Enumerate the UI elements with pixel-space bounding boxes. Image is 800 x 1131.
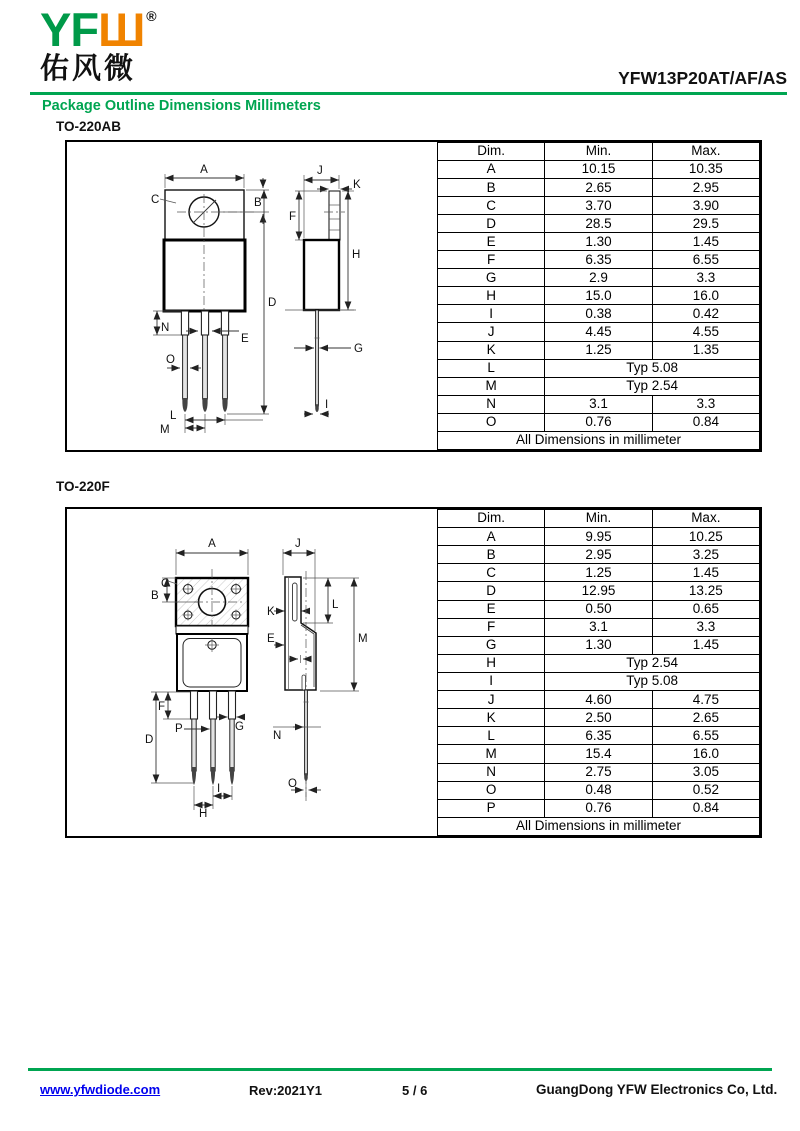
cell: 0.50 xyxy=(545,600,652,618)
cell: 16.0 xyxy=(652,287,759,305)
cell: H xyxy=(438,287,545,305)
table-row xyxy=(438,395,760,413)
cell: D xyxy=(438,215,545,233)
dim-label-M: M xyxy=(358,633,368,645)
cell: 4.45 xyxy=(545,323,652,341)
table-row xyxy=(438,359,760,377)
cell: All Dimensions in millimeter xyxy=(438,817,760,835)
cell: 15.4 xyxy=(545,745,652,763)
package-label-to220ab: TO-220AB xyxy=(56,119,122,134)
cell: Dim. xyxy=(438,143,545,161)
dim-label-C: C xyxy=(161,578,170,590)
dim-label-B: B xyxy=(254,197,262,209)
cell: K xyxy=(438,341,545,359)
logo-yf-text: YF xyxy=(40,3,99,56)
cell: 6.55 xyxy=(652,727,759,745)
dim-label-E: E xyxy=(241,333,249,345)
cell: 3.90 xyxy=(652,197,759,215)
dim-label-A: A xyxy=(200,164,208,176)
cell: K xyxy=(438,709,545,727)
cell: 0.42 xyxy=(652,305,759,323)
cell: I xyxy=(438,305,545,323)
cell: Min. xyxy=(545,510,652,528)
table-row xyxy=(438,341,760,359)
cell: D xyxy=(438,582,545,600)
header-divider xyxy=(30,92,787,95)
cell: 3.05 xyxy=(652,763,759,781)
cell: 0.52 xyxy=(652,781,759,799)
cell: 1.45 xyxy=(652,233,759,251)
cell: H xyxy=(438,654,545,672)
cell: 4.55 xyxy=(652,323,759,341)
to220f-dim-table xyxy=(437,509,760,836)
company-logo xyxy=(40,3,156,85)
cell: 0.76 xyxy=(545,799,652,817)
cell: 6.55 xyxy=(652,251,759,269)
dim-label-D: D xyxy=(268,297,277,309)
cell: Max. xyxy=(652,510,759,528)
table-header-row xyxy=(438,143,760,161)
cell: 1.25 xyxy=(545,564,652,582)
cell: A xyxy=(438,528,545,546)
cell: 2.65 xyxy=(545,179,652,197)
dim-label-G: G xyxy=(235,721,244,733)
cell: 0.65 xyxy=(652,600,759,618)
cell: 3.70 xyxy=(545,197,652,215)
dim-label-K: K xyxy=(353,179,361,191)
dim-label-F: F xyxy=(289,211,297,223)
cell: E xyxy=(438,233,545,251)
table-row xyxy=(438,251,760,269)
cell: 3.25 xyxy=(652,546,759,564)
table-row xyxy=(438,564,760,582)
dim-label-N: N xyxy=(161,322,170,334)
dim-label-D: D xyxy=(145,734,154,746)
cell: Typ 5.08 xyxy=(545,672,760,690)
cell: F xyxy=(438,618,545,636)
to220ab-outline-box xyxy=(65,140,762,452)
cell: J xyxy=(438,691,545,709)
cell: N xyxy=(438,763,545,781)
cell: 10.15 xyxy=(545,161,652,179)
to220f-outline-box xyxy=(65,507,762,838)
table-row xyxy=(438,582,760,600)
page-number: 5 / 6 xyxy=(402,1083,428,1098)
logo-w-glyph: Ш xyxy=(98,3,145,56)
cell: All Dimensions in millimeter xyxy=(438,431,760,449)
cell: 3.1 xyxy=(545,395,652,413)
to220ab-outline-drawing xyxy=(67,142,437,450)
cell: 13.25 xyxy=(652,582,759,600)
cell: I xyxy=(438,672,545,690)
part-number: YFW13P20AT/AF/AS xyxy=(618,68,787,88)
cell: 3.3 xyxy=(652,269,759,287)
cell: 1.25 xyxy=(545,341,652,359)
to220f-outline-drawing xyxy=(67,509,437,836)
to220ab-dim-table xyxy=(437,142,760,450)
dim-label-I: I xyxy=(325,399,329,411)
dim-label-L: L xyxy=(332,599,339,611)
to220f-drawing-area xyxy=(67,509,437,836)
table-row xyxy=(438,215,760,233)
cell: 28.5 xyxy=(545,215,652,233)
dim-label-B: B xyxy=(151,590,159,602)
cell: 1.35 xyxy=(652,341,759,359)
section-title: Package Outline Dimensions Millimeters xyxy=(42,98,321,114)
cell: Typ 2.54 xyxy=(545,377,760,395)
cell: 29.5 xyxy=(652,215,759,233)
cell: N xyxy=(438,395,545,413)
cell: 2.95 xyxy=(545,546,652,564)
table-row xyxy=(438,672,760,690)
cell: 12.95 xyxy=(545,582,652,600)
cell: B xyxy=(438,546,545,564)
cell: 16.0 xyxy=(652,745,759,763)
cell: Max. xyxy=(652,143,759,161)
cell: 2.50 xyxy=(545,709,652,727)
to220ab-leads xyxy=(181,311,228,412)
dim-label-J: J xyxy=(295,538,301,550)
cell: 1.30 xyxy=(545,636,652,654)
dim-label-N: N xyxy=(273,730,282,742)
cell: B xyxy=(438,179,545,197)
dim-label-A: A xyxy=(208,538,216,550)
cell: 0.84 xyxy=(652,799,759,817)
cell: M xyxy=(438,745,545,763)
cell: Dim. xyxy=(438,510,545,528)
table-row xyxy=(438,654,760,672)
dim-label-L: L xyxy=(170,410,177,422)
registered-mark: ® xyxy=(146,8,156,24)
table-row xyxy=(438,323,760,341)
table-header-row xyxy=(438,510,760,528)
cell: O xyxy=(438,781,545,799)
cell: 0.76 xyxy=(545,413,652,431)
table-row xyxy=(438,745,760,763)
cell: C xyxy=(438,564,545,582)
cell: A xyxy=(438,161,545,179)
cell: L xyxy=(438,727,545,745)
dim-label-O: O xyxy=(288,778,297,790)
table-row xyxy=(438,618,760,636)
package-label-to220f: TO-220F xyxy=(56,479,110,494)
cell: 1.30 xyxy=(545,233,652,251)
cell: M xyxy=(438,377,545,395)
table-row xyxy=(438,269,760,287)
cell: P xyxy=(438,799,545,817)
table-row xyxy=(438,161,760,179)
cell: 4.60 xyxy=(545,691,652,709)
logo-chinese-name: 佑风微 xyxy=(40,53,137,85)
cell: 10.25 xyxy=(652,528,759,546)
table-footnote-row xyxy=(438,431,760,449)
cell: Min. xyxy=(545,143,652,161)
cell: 10.35 xyxy=(652,161,759,179)
cell: 3.3 xyxy=(652,395,759,413)
dim-label-C: C xyxy=(151,194,160,206)
to220f-leads xyxy=(191,691,236,785)
table-row xyxy=(438,413,760,431)
table-row xyxy=(438,727,760,745)
table-row xyxy=(438,287,760,305)
cell: 1.45 xyxy=(652,636,759,654)
cell: C xyxy=(438,197,545,215)
logo-wordmark xyxy=(40,3,156,56)
dim-label-H: H xyxy=(199,808,208,820)
table-row xyxy=(438,377,760,395)
cell: J xyxy=(438,323,545,341)
cell: 6.35 xyxy=(545,727,652,745)
dim-label-P: P xyxy=(175,723,183,735)
revision-text: Rev:2021Y1 xyxy=(249,1083,322,1098)
table-row xyxy=(438,763,760,781)
dim-label-M: M xyxy=(160,424,170,436)
table-row xyxy=(438,528,760,546)
cell: Typ 2.54 xyxy=(545,654,760,672)
cell: Typ 5.08 xyxy=(545,359,760,377)
table-row xyxy=(438,709,760,727)
cell: 2.9 xyxy=(545,269,652,287)
table-row xyxy=(438,600,760,618)
dim-label-J: J xyxy=(317,165,323,177)
cell: F xyxy=(438,251,545,269)
dim-label-O: O xyxy=(166,354,175,366)
cell: 2.75 xyxy=(545,763,652,781)
table-row xyxy=(438,305,760,323)
cell: 0.84 xyxy=(652,413,759,431)
company-name: GuangDong YFW Electronics Co, Ltd. xyxy=(536,1082,778,1097)
dim-label-G: G xyxy=(354,343,363,355)
table-row xyxy=(438,197,760,215)
cell: 3.1 xyxy=(545,618,652,636)
cell: 0.48 xyxy=(545,781,652,799)
dim-label-H: H xyxy=(352,249,361,261)
cell: 1.45 xyxy=(652,564,759,582)
footer-divider xyxy=(28,1068,772,1071)
table-row xyxy=(438,233,760,251)
cell: 2.65 xyxy=(652,709,759,727)
table-footnote-row xyxy=(438,817,760,835)
dim-label-E: E xyxy=(267,633,275,645)
dim-label-K: K xyxy=(267,606,275,618)
table-row xyxy=(438,546,760,564)
cell: G xyxy=(438,269,545,287)
cell: G xyxy=(438,636,545,654)
dim-label-F: F xyxy=(158,701,166,713)
cell: E xyxy=(438,600,545,618)
cell: 4.75 xyxy=(652,691,759,709)
table-row xyxy=(438,636,760,654)
table-row xyxy=(438,799,760,817)
cell: 0.38 xyxy=(545,305,652,323)
dim-label-I: I xyxy=(217,783,221,795)
cell: 9.95 xyxy=(545,528,652,546)
cell: O xyxy=(438,413,545,431)
table-row xyxy=(438,691,760,709)
to220ab-drawing-area xyxy=(67,142,437,450)
website-link[interactable]: www.yfwdiode.com xyxy=(40,1082,161,1097)
table-row xyxy=(438,179,760,197)
cell: 15.0 xyxy=(545,287,652,305)
table-row xyxy=(438,781,760,799)
cell: L xyxy=(438,359,545,377)
cell: 6.35 xyxy=(545,251,652,269)
cell: 2.95 xyxy=(652,179,759,197)
cell: 3.3 xyxy=(652,618,759,636)
